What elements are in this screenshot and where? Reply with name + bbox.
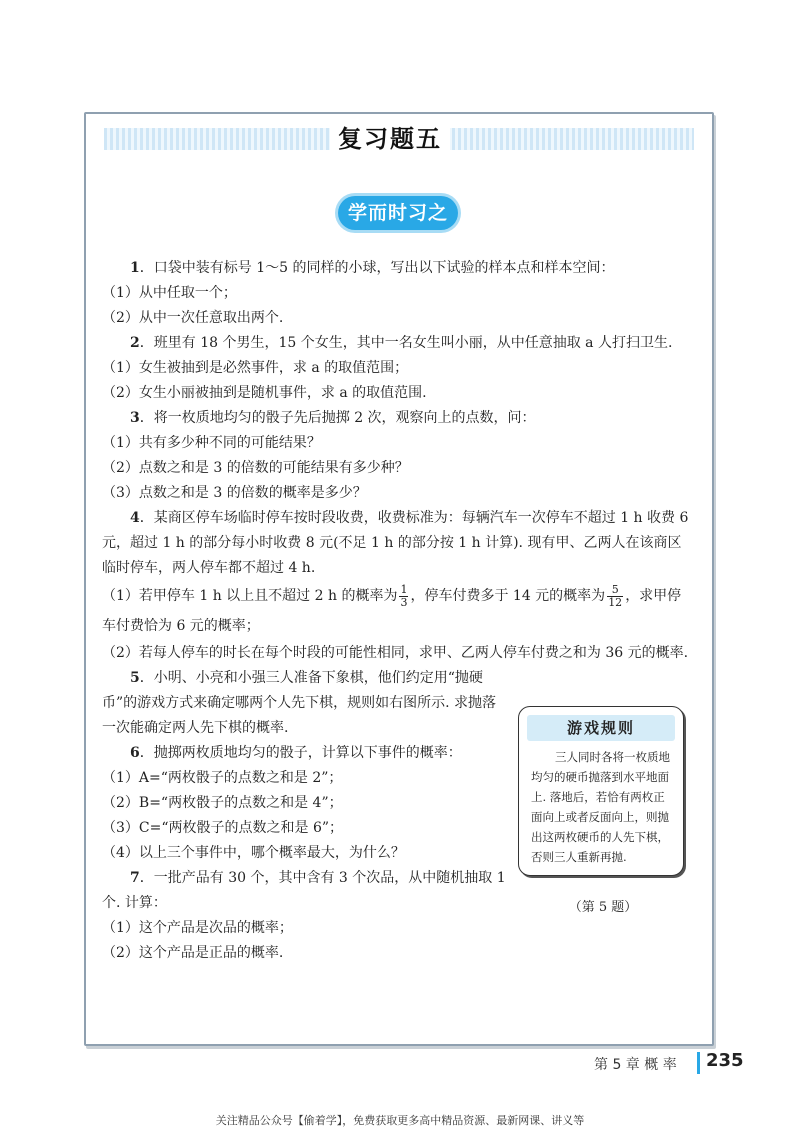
fraction-one-third: $\frac{1}{3}$ [400,582,408,609]
game-rules-box [518,706,684,876]
game-rules-body: 三人同时各将一枚质地均匀的硬币抛落到水平地面上. 落地后，若恰有两枚正面向上或者反面向上，则抛出这两枚硬币的人先下棋，否则三人重新再抛. [531,750,670,864]
question-4-part-2: （2）若每人停车的时长在每个时段的可能性相同，求甲、乙两人停车付费之和为 36 元的概率. [102,645,689,661]
question-1: 1．口袋中装有标号 1～5 的同样的小球，写出以下试验的样本点和样本空间： [130,260,615,276]
question-4: 4．某商区停车场临时停车按时段收费，收费标准为：每辆汽车一次停车不超过 1 h 收费 6 元，超过 1 h 的部分每小时收费 8 元(不足 1 h 的部分按 1 h 计算). 现有甲、乙两人在该商区临时停车，两人停车都不超过 4 h. [102,510,689,576]
question-3-part-3: （3）点数之和是 3 的倍数的概率是多少？ [102,485,367,501]
question-6-part-2: （2）B=“两枚骰子的点数之和是 4”； [102,795,343,811]
question-7: 7．一批产品有 30 个，其中含有 3 个次品，从中随机抽取 1 个. 计算： [102,870,506,911]
figure-caption: （第 5 题） [568,900,638,915]
section-badge: 学而时习之 [338,196,458,230]
question-6-part-4: （4）以上三个事件中，哪个概率最大，为什么？ [102,845,405,861]
fraction-five-twelfths: $\frac{5}{12}$ [608,582,623,609]
question-2-part-2: （2）女生小丽被抽到是随机事件，求 a 的取值范围. [102,385,427,401]
question-4-part-1: （1）若甲停车 1 h 以上且不超过 2 h 的概率为 $\frac{1}{3}$ ，停车付费多于 14 元的概率为 $\frac{5}{12}$ ，求甲停车付费恰为 6 元的概率； [102,582,682,634]
game-rules-title: 游戏规则 [527,715,675,741]
question-1-part-1: （1）从中任取一个； [102,285,237,301]
page-title: 复习题五 [330,122,450,156]
chapter-label: 第 5 章 概 率 [594,1057,677,1073]
footer-divider [697,1052,700,1074]
watermark-text: 关注精品公众号【偷着学】，免费获取更多高中精品资源、最新网课、讲义等 [215,1114,585,1127]
question-5: 5．小明、小亮和小强三人准备下象棋，他们约定用“抛硬币”的游戏方式来确定哪两个人先下棋，规则如右图所示. 求抛落一次能确定两人先下棋的概率. [102,670,497,736]
question-1-part-2: （2）从中一次任意取出两个. [102,310,284,326]
question-3: 3．将一枚质地均匀的骰子先后抛掷 2 次，观察向上的点数，问： [130,410,536,426]
question-3-part-1: （1）共有多少种不同的可能结果？ [102,435,321,451]
question-3-part-2: （2）点数之和是 3 的倍数的可能结果有多少种？ [102,460,409,476]
question-2-part-1: （1）女生被抽到是必然事件，求 a 的取值范围； [102,360,409,376]
question-6: 6．抛掷两枚质地均匀的骰子，计算以下事件的概率： [130,745,462,761]
page-number: 235 [706,1050,744,1071]
question-7-part-2: （2）这个产品是正品的概率. [102,945,284,961]
question-7-part-1: （1）这个产品是次品的概率； [102,920,293,936]
question-2: 2．班里有 18 个男生，15 个女生，其中一名女生叫小丽，从中任意抽取 a 人打扫卫生. [130,335,673,351]
question-6-part-3: （3）C=“两枚骰子的点数之和是 6”； [102,820,344,836]
question-6-part-1: （1）A=“两枚骰子的点数之和是 2”； [102,770,343,786]
